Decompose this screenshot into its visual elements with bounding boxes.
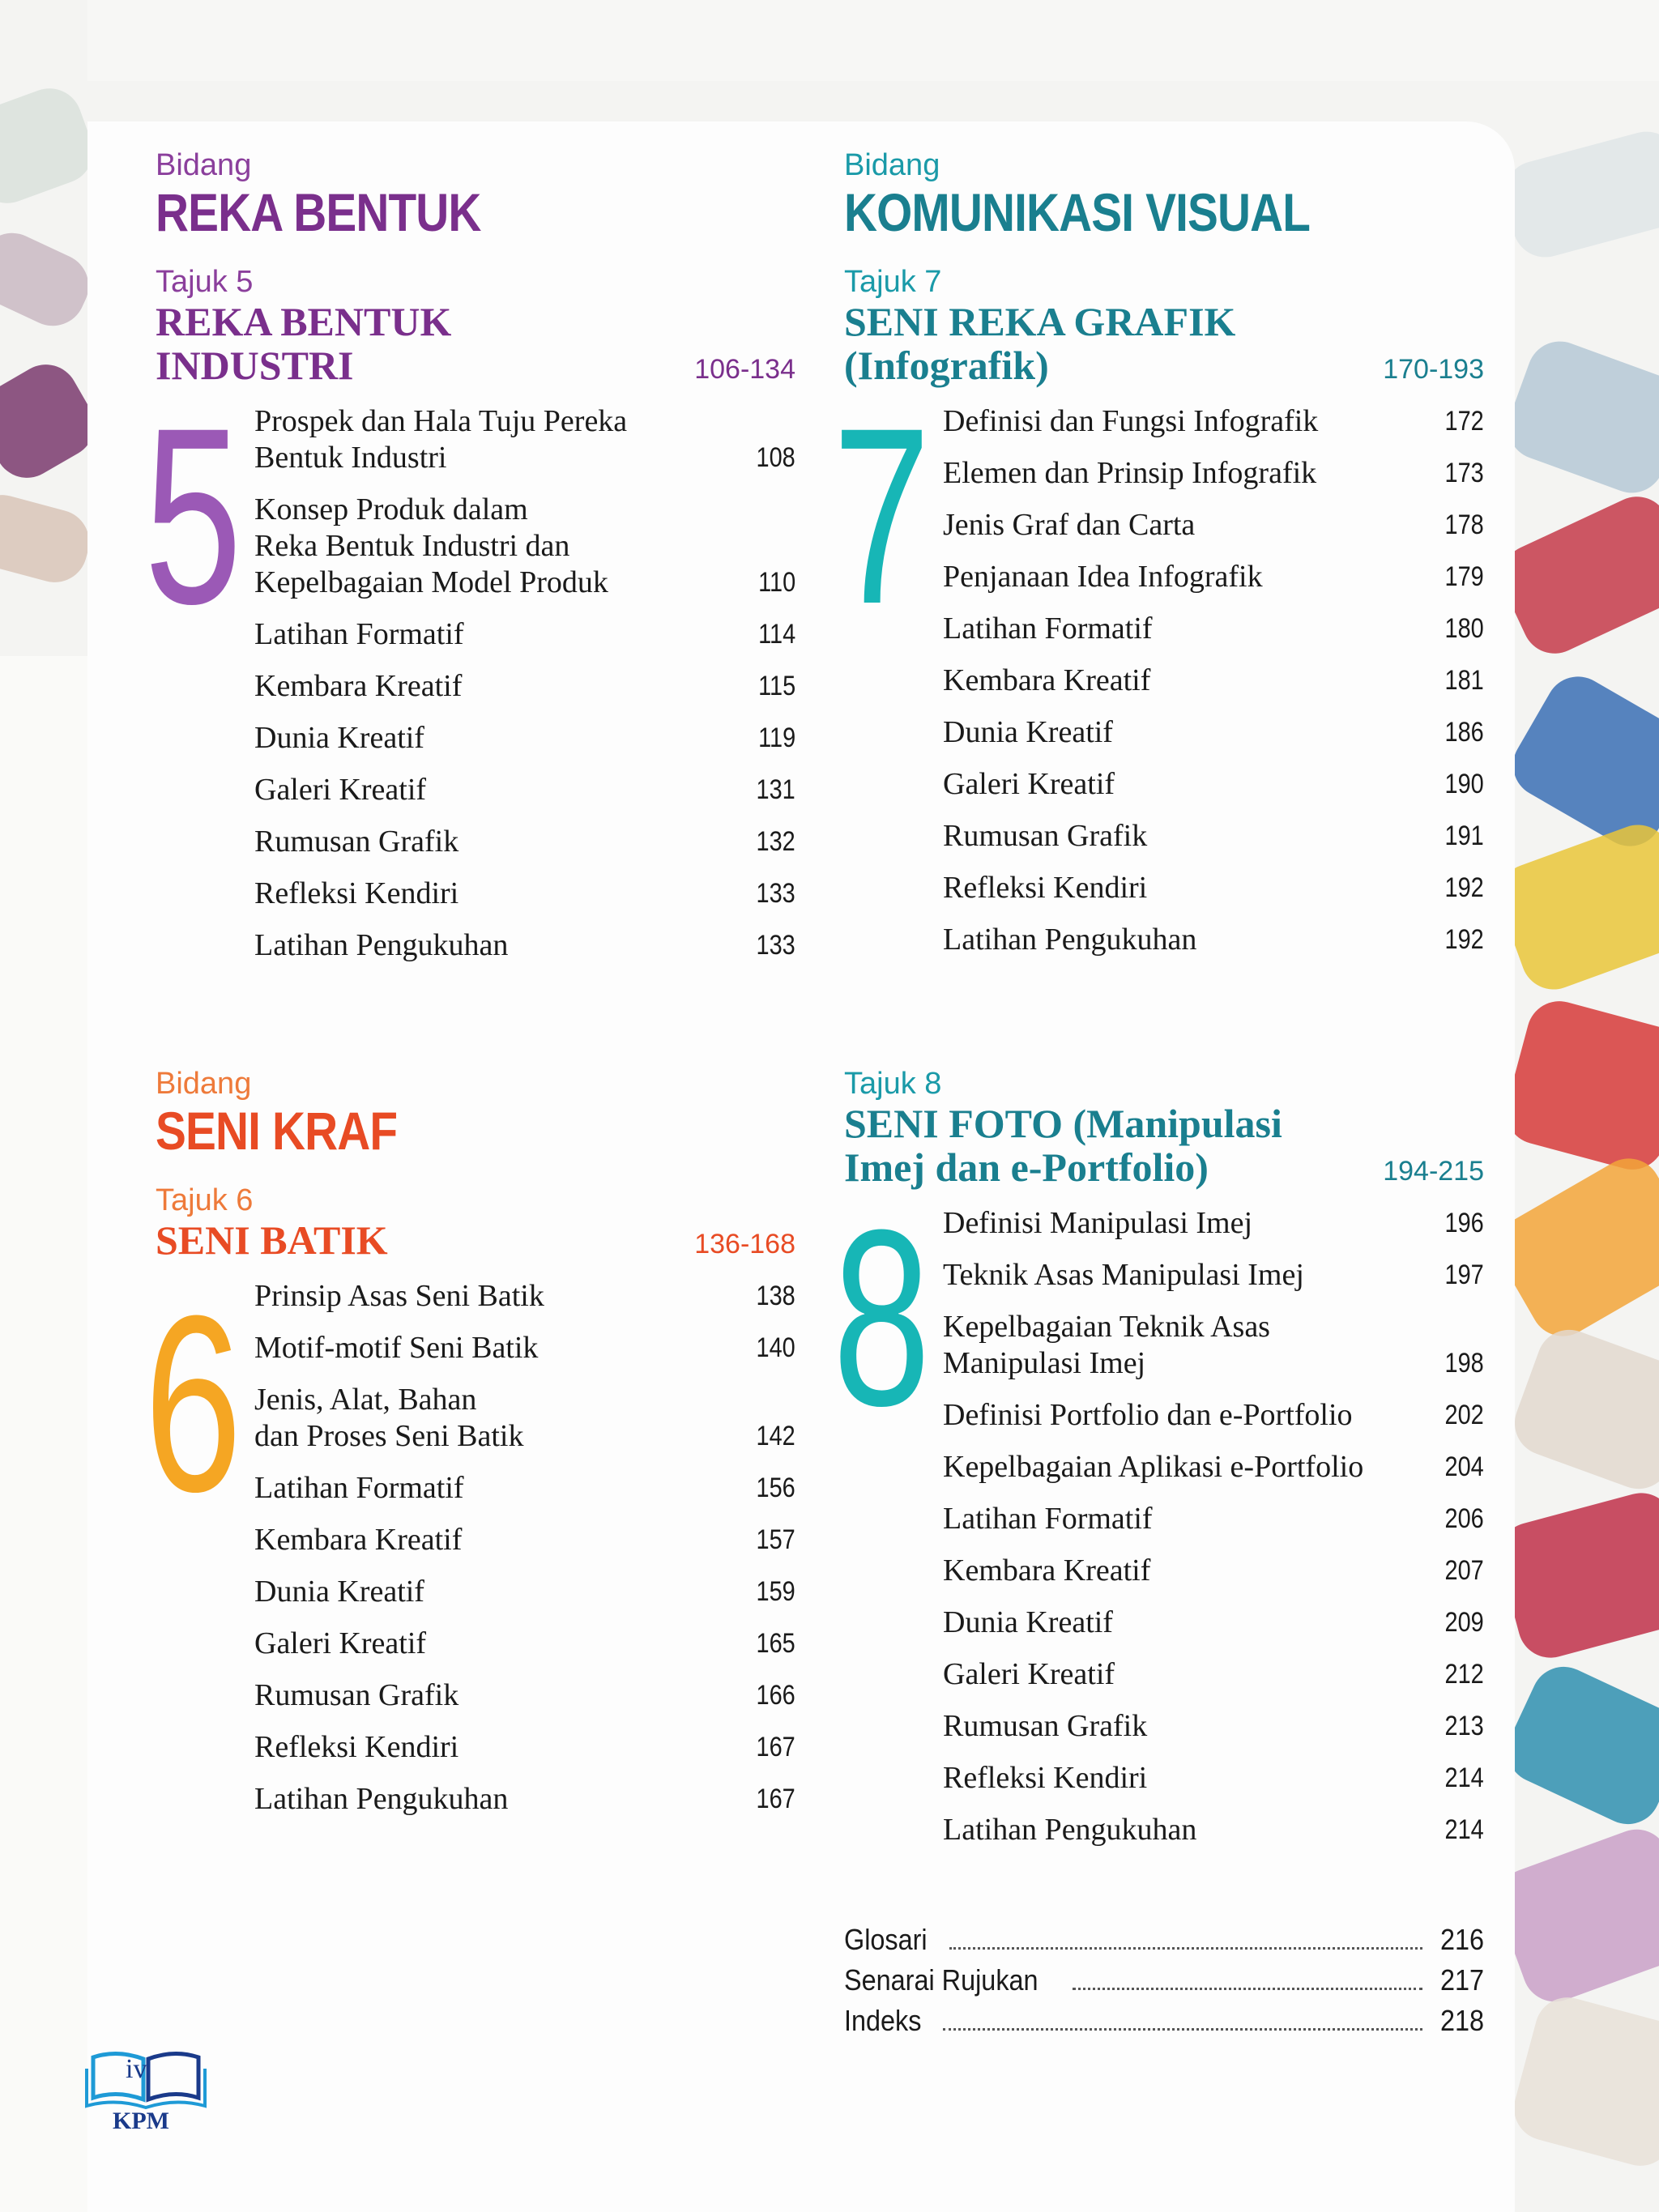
toc-item[interactable] (254, 492, 795, 601)
toc-item-page: 114 (757, 619, 795, 650)
toc-item[interactable] (943, 403, 1484, 440)
toc-item-title: Kepelbagaian Teknik Asas Manipulasi Imej (943, 1310, 1270, 1380)
toc-item[interactable] (254, 1729, 795, 1766)
toc-item-title: Konsep Produk dalam Reka Bentuk Industri dan Kepelbagaian Model Produk (254, 492, 608, 599)
tajuk-title: SENI FOTO (Manipulasi Imej dan e-Portfolio) (844, 1101, 1282, 1190)
toc-item-page: 156 (756, 1473, 795, 1503)
toc-item-page: 142 (756, 1421, 795, 1451)
toc-item-title: Definisi dan Fungsi Infografik (943, 404, 1319, 438)
toc-item[interactable] (254, 1330, 795, 1366)
toc-item-page: 202 (1444, 1400, 1484, 1430)
toc-item-title: Kepelbagaian Aplikasi e-Portfolio (943, 1450, 1364, 1484)
toc-item-title: Galeri Kreatif (943, 1657, 1115, 1691)
back-matter-label: Indeks (844, 2004, 922, 2037)
toc-item[interactable] (254, 1677, 795, 1714)
toc-item[interactable] (943, 922, 1484, 958)
toc-item-title: Dunia Kreatif (254, 1575, 424, 1609)
tajuk-page-range: 170-193 (1383, 354, 1484, 385)
tajuk-title: REKA BENTUK INDUSTRI (156, 299, 452, 388)
toc-item-page: 140 (756, 1332, 795, 1363)
dot-leader (949, 1947, 1422, 1950)
toc-item-page: 214 (1444, 1762, 1484, 1793)
toc-item-title: Jenis Graf dan Carta (943, 508, 1196, 542)
toc-item-title: Prospek dan Hala Tuju Pereka Bentuk Industri (254, 404, 628, 475)
toc-item-title: Rumusan Grafik (254, 1678, 459, 1712)
toc-item[interactable] (943, 1501, 1484, 1537)
toc-item[interactable] (254, 824, 795, 860)
toc-item-title: Rumusan Grafik (943, 1709, 1148, 1743)
toc-item-title: Elemen dan Prinsip Infografik (943, 456, 1317, 490)
toc-item[interactable] (943, 507, 1484, 543)
bidang-label: Bidang (844, 148, 940, 182)
toc-item-page: 179 (1444, 561, 1484, 592)
toc-item-page: 181 (1444, 665, 1484, 696)
toc-item-title: Dunia Kreatif (254, 721, 424, 755)
toc-item-page: 206 (1444, 1503, 1484, 1534)
toc-item-page: 115 (757, 671, 795, 701)
toc-item[interactable] (943, 1605, 1484, 1641)
publisher-name: KPM (113, 2108, 169, 2134)
toc-item[interactable] (943, 766, 1484, 803)
toc-item-page: 192 (1444, 924, 1484, 955)
kpm-logo (85, 2049, 207, 2138)
toc-item-page: 207 (1444, 1555, 1484, 1586)
toc-item[interactable] (254, 1470, 795, 1507)
back-matter-label: Glosari (844, 1923, 928, 1956)
toc-item-page: 186 (1444, 717, 1484, 748)
toc-item-title: Teknik Asas Manipulasi Imej (943, 1258, 1304, 1292)
toc-item-title: Galeri Kreatif (943, 767, 1115, 801)
toc-item-title: Latihan Formatif (943, 1502, 1153, 1536)
toc-item-title: Definisi Manipulasi Imej (943, 1206, 1253, 1240)
toc-item[interactable] (943, 1760, 1484, 1796)
toc-item-page: 132 (756, 826, 795, 857)
toc-item[interactable] (254, 616, 795, 653)
bidang-label: Bidang (156, 148, 252, 182)
toc-item-page: 108 (756, 442, 795, 473)
toc-item-page: 192 (1444, 872, 1484, 903)
toc-item-title: Rumusan Grafik (943, 819, 1148, 853)
toc-item[interactable] (254, 403, 795, 476)
toc-item[interactable] (943, 1553, 1484, 1589)
toc-item-title: Penjanaan Idea Infografik (943, 560, 1263, 594)
toc-item[interactable] (943, 1257, 1484, 1294)
bidang-title: SENI KRAF (156, 1101, 398, 1161)
toc-item-page: 212 (1444, 1659, 1484, 1690)
toc-item[interactable] (254, 720, 795, 757)
toc-item-title: Motif-motif Seni Batik (254, 1331, 539, 1365)
toc-item[interactable] (943, 663, 1484, 699)
toc-item-page: 138 (756, 1281, 795, 1311)
toc-item[interactable] (943, 1812, 1484, 1848)
toc-item[interactable] (943, 1309, 1484, 1382)
back-matter-row[interactable] (844, 2001, 1484, 2041)
toc-item-title: Kembara Kreatif (254, 669, 463, 703)
toc-item[interactable] (254, 1522, 795, 1558)
toc-item-page: 178 (1444, 509, 1484, 540)
chapter-number: 7 (833, 375, 931, 656)
chapter-number: 8 (833, 1177, 931, 1458)
toc-item[interactable] (254, 927, 795, 964)
toc-item-title: Dunia Kreatif (943, 715, 1113, 749)
toc-item[interactable] (943, 611, 1484, 647)
toc-item[interactable] (943, 1656, 1484, 1693)
bidang-title: REKA BENTUK (156, 182, 481, 242)
tajuk-page-range: 136-168 (694, 1229, 795, 1259)
tajuk-title: SENI REKA GRAFIK (Infografik) (844, 299, 1236, 388)
toc-item-title: Definisi Portfolio dan e-Portfolio (943, 1398, 1353, 1432)
tajuk-heading (844, 1102, 1484, 1189)
section-komunikasi-visual (833, 147, 1484, 974)
toc-item-page: 167 (756, 1784, 795, 1814)
back-matter-row[interactable] (844, 1920, 1484, 1960)
section-seni-foto (833, 1066, 1484, 1864)
toc-item-page: 131 (756, 774, 795, 805)
toc-item-title: Latihan Pengukuhan (943, 923, 1197, 957)
toc-item[interactable] (943, 870, 1484, 906)
back-matter-row[interactable] (844, 1960, 1484, 2001)
toc-item-title: Latihan Formatif (943, 612, 1153, 646)
toc-item-page: 157 (756, 1524, 795, 1555)
tajuk-page-range: 194-215 (1383, 1156, 1484, 1187)
tajuk-label: Tajuk 8 (844, 1067, 942, 1101)
toc-item[interactable] (943, 714, 1484, 751)
toc-item-page: 198 (1444, 1348, 1484, 1379)
tajuk-label: Tajuk 6 (156, 1183, 254, 1217)
tajuk-heading (156, 300, 795, 387)
toc-item-page: 165 (756, 1628, 795, 1659)
chapter-number: 6 (144, 1263, 242, 1544)
back-matter-list (844, 1920, 1484, 2041)
chapter-contents (144, 1263, 795, 1818)
chapter-contents (833, 1177, 1484, 1848)
toc-item[interactable] (254, 772, 795, 808)
tajuk-heading (156, 1218, 795, 1262)
toc-item-page: 191 (1444, 820, 1484, 851)
toc-item-page: 214 (1444, 1814, 1484, 1845)
toc-item-page: 133 (756, 930, 795, 961)
page-number: iv (126, 2054, 147, 2084)
toc-item-title: Kembara Kreatif (943, 663, 1151, 697)
toc-item[interactable] (254, 1626, 795, 1662)
toc-item[interactable] (943, 455, 1484, 492)
page-margin (0, 656, 87, 2212)
toc-item-title: Refleksi Kendiri (254, 876, 459, 910)
toc-item-page: 204 (1444, 1451, 1484, 1482)
tajuk-heading (844, 300, 1484, 387)
toc-item-title: Jenis, Alat, Bahan dan Proses Seni Batik (254, 1383, 524, 1453)
section-reka-bentuk (144, 147, 795, 979)
chapter-contents (833, 375, 1484, 958)
back-matter-label: Senarai Rujukan (844, 1963, 1038, 1997)
toc-item-title: Galeri Kreatif (254, 1626, 427, 1660)
top-margin (87, 0, 1659, 81)
toc-item[interactable] (943, 818, 1484, 855)
toc-item-title: Dunia Kreatif (943, 1605, 1113, 1639)
tajuk-page-range: 106-134 (694, 354, 795, 385)
toc-item-page: 166 (756, 1680, 795, 1711)
tajuk-label: Tajuk 5 (156, 265, 254, 299)
toc-item-page: 180 (1444, 613, 1484, 644)
toc-item-title: Refleksi Kendiri (254, 1730, 459, 1764)
section-seni-kraf (144, 1066, 795, 1833)
toc-item-page: 197 (1444, 1259, 1484, 1290)
toc-item-title: Latihan Formatif (254, 1471, 464, 1505)
toc-item[interactable] (943, 1205, 1484, 1242)
toc-item[interactable] (254, 668, 795, 705)
dot-leader (1073, 1988, 1422, 1990)
toc-item[interactable] (943, 1397, 1484, 1434)
toc-item-title: Latihan Pengukuhan (254, 928, 509, 962)
toc-item-title: Kembara Kreatif (254, 1523, 463, 1557)
toc-item-title: Latihan Pengukuhan (254, 1782, 509, 1816)
bidang-title: KOMUNIKASI VISUAL (844, 182, 1311, 242)
toc-item-title: Kembara Kreatif (943, 1554, 1151, 1588)
toc-item[interactable] (254, 1574, 795, 1610)
toc-item-page: 173 (1444, 458, 1484, 488)
toc-item-page: 190 (1444, 769, 1484, 799)
toc-item-page: 119 (757, 722, 795, 753)
toc-item[interactable] (943, 1449, 1484, 1485)
toc-item-page: 213 (1444, 1711, 1484, 1741)
toc-item-page: 159 (756, 1576, 795, 1607)
toc-item-title: Latihan Formatif (254, 617, 464, 651)
toc-item-title: Galeri Kreatif (254, 773, 427, 807)
toc-item[interactable] (943, 1708, 1484, 1745)
bidang-label: Bidang (156, 1067, 252, 1101)
tajuk-title: SENI BATIK (156, 1217, 388, 1263)
back-matter-page: 217 (1439, 1963, 1484, 1997)
toc-item-page: 196 (1444, 1208, 1484, 1238)
dot-leader (943, 2028, 1422, 2031)
chapter-contents (144, 375, 795, 964)
toc-item-page: 172 (1444, 406, 1484, 437)
toc-item[interactable] (943, 559, 1484, 595)
chapter-number: 5 (144, 375, 242, 656)
toc-item-page: 110 (757, 567, 795, 598)
toc-item[interactable] (254, 1382, 795, 1455)
toc-item-title: Refleksi Kendiri (943, 871, 1148, 905)
back-matter-page: 218 (1439, 2004, 1484, 2037)
toc-item-page: 133 (756, 878, 795, 909)
toc-item-page: 167 (756, 1732, 795, 1762)
toc-item-title: Refleksi Kendiri (943, 1761, 1148, 1795)
toc-item-title: Prinsip Asas Seni Batik (254, 1279, 544, 1313)
toc-item-title: Latihan Pengukuhan (943, 1813, 1197, 1847)
tajuk-label: Tajuk 7 (844, 265, 942, 299)
back-matter-page: 216 (1439, 1923, 1484, 1956)
toc-item-title: Rumusan Grafik (254, 825, 459, 859)
toc-item[interactable] (254, 1781, 795, 1818)
toc-item[interactable] (254, 876, 795, 912)
toc-item[interactable] (254, 1278, 795, 1315)
toc-item-page: 209 (1444, 1607, 1484, 1638)
